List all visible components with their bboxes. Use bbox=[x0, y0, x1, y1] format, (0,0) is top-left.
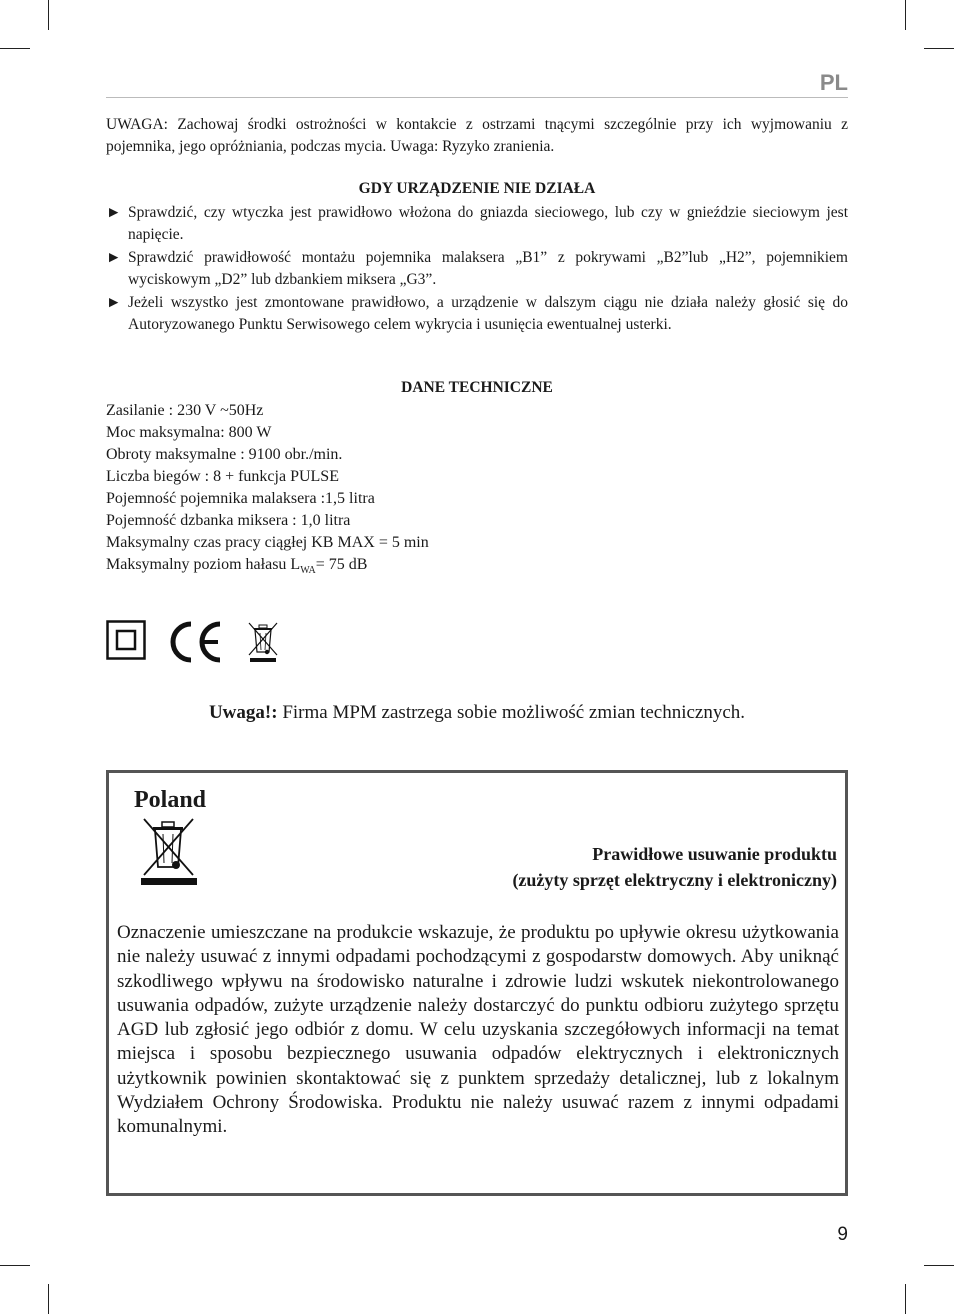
troubleshooting-list bbox=[106, 202, 848, 337]
crop-mark bbox=[0, 48, 30, 49]
troubleshooting-title: GDY URZĄDZENIE NIE DZIAŁA bbox=[358, 180, 596, 197]
spec-line: Liczba biegów : 8 + funkcja PULSE bbox=[106, 468, 339, 485]
bullet-arrow-icon: ► bbox=[106, 294, 122, 311]
crop-mark bbox=[924, 48, 954, 49]
crop-mark bbox=[905, 1284, 906, 1314]
noise-subscript: WA bbox=[300, 565, 316, 577]
note-label: Uwaga!: bbox=[208, 702, 278, 723]
specs-title: DANE TECHNICZNE bbox=[401, 379, 553, 396]
list-item bbox=[106, 247, 848, 291]
disposal-title bbox=[512, 841, 837, 893]
crop-mark bbox=[48, 0, 49, 30]
list-item bbox=[106, 202, 848, 246]
spec-line: Obroty maksymalne : 9100 obr./min. bbox=[106, 446, 343, 463]
spec-line: Maksymalny czas pracy ciągłej KB MAX = 5 min bbox=[106, 534, 429, 551]
bullet-arrow-icon: ► bbox=[106, 204, 122, 221]
specs-list bbox=[106, 400, 429, 582]
spec-line: Pojemność pojemnika malaksera :1,5 litra bbox=[106, 490, 375, 507]
technical-change-note bbox=[106, 702, 848, 724]
country-label: Poland bbox=[134, 787, 207, 813]
safety-warning: UWAGA: Zachowaj środki ostrożności w kontakcie z ostrzami tnącymi szczególnie przy ich wyjmowaniu z pojemnika, jego opróżniania, podczas mycia. Uwaga: Ryzyko zranienia. bbox=[106, 116, 848, 155]
disposal-text: Oznaczenie umieszczane na produkcie wskazuje, że produktu po upływie okresu użytkowania nie należy usuwać z innymi odpadami pochodzącymi z gospodarstw domowych. Aby uniknąć szkodliwego wpływu na środowisko naturalne i zdrowie ludzi wskutek niekontrolowanego usuwania odpadów, zużyte urządzenie należy dostarczyć do punktu odbioru zużytego sprzętu AGD lub zgłosić jego odbiór z domu. W celu uzyskania szczegółowych informacji na temat miejsca i sposobu bezpiecznego usuwania odpadów elektrycznych i elektronicznych użytkownik powinien skontaktować się z punktem sprzedaży detalicznej, lub z lokalnym Wydziałem Ochrony Środowiska. Produktu nie należy usuwać razem z innymi odpadami komunalnymi. bbox=[117, 922, 839, 1138]
language-code: PL bbox=[819, 70, 848, 95]
page-number: 9 bbox=[837, 1224, 848, 1245]
bullet-arrow-icon: ► bbox=[106, 249, 122, 266]
spec-line: Pojemność dzbanka miksera : 1,0 litra bbox=[106, 512, 351, 529]
spec-line: Zasilanie : 230 V ~50Hz bbox=[106, 402, 264, 419]
header-rule bbox=[106, 97, 848, 98]
list-item-text: Sprawdzić prawidłowość montażu pojemnika malaksera „B1” z pokrywami „B2”lub „H2”, pojemnikiem wyciskowym „D2” lub dzbankiem miksera „G3”. bbox=[128, 249, 848, 288]
disposal-title-line: Prawidłowe usuwanie produktu bbox=[592, 844, 837, 864]
crop-mark bbox=[0, 1265, 30, 1266]
noise-value: = 75 dB bbox=[315, 556, 368, 573]
crop-mark bbox=[48, 1284, 49, 1314]
disposal-title-line: (zużyty sprzęt elektryczny i elektroniczny) bbox=[512, 870, 837, 890]
ce-mark-icon bbox=[164, 620, 224, 664]
crop-mark bbox=[905, 0, 906, 30]
noise-label: Maksymalny poziom hałasu L bbox=[106, 556, 301, 573]
crossed-bin-icon bbox=[246, 620, 280, 664]
spec-line: Moc maksymalna: 800 W bbox=[106, 424, 272, 441]
disposal-info-box bbox=[106, 770, 848, 1196]
crop-mark bbox=[924, 1265, 954, 1266]
list-item-text: Jeżeli wszystko jest zmontowane prawidłowo, a urządzenie w dalszym ciągu nie działa należy głosić się do Autoryzowanego Punktu Serwisowego celem wykrycia i usunięcia ewentualnej usterki. bbox=[128, 294, 848, 333]
double-square-icon bbox=[106, 620, 148, 662]
weee-symbol bbox=[139, 815, 199, 892]
note-text: Firma MPM zastrzega sobie możliwość zmian technicznych. bbox=[277, 702, 746, 723]
crossed-bin-icon bbox=[139, 815, 199, 887]
spec-line-noise bbox=[106, 554, 429, 582]
list-item-text: Sprawdzić, czy wtyczka jest prawidłowo włożona do gniazda sieciowego, lub czy w gnieździe sieciowym jest napięcie. bbox=[128, 204, 848, 243]
list-item bbox=[106, 292, 848, 336]
